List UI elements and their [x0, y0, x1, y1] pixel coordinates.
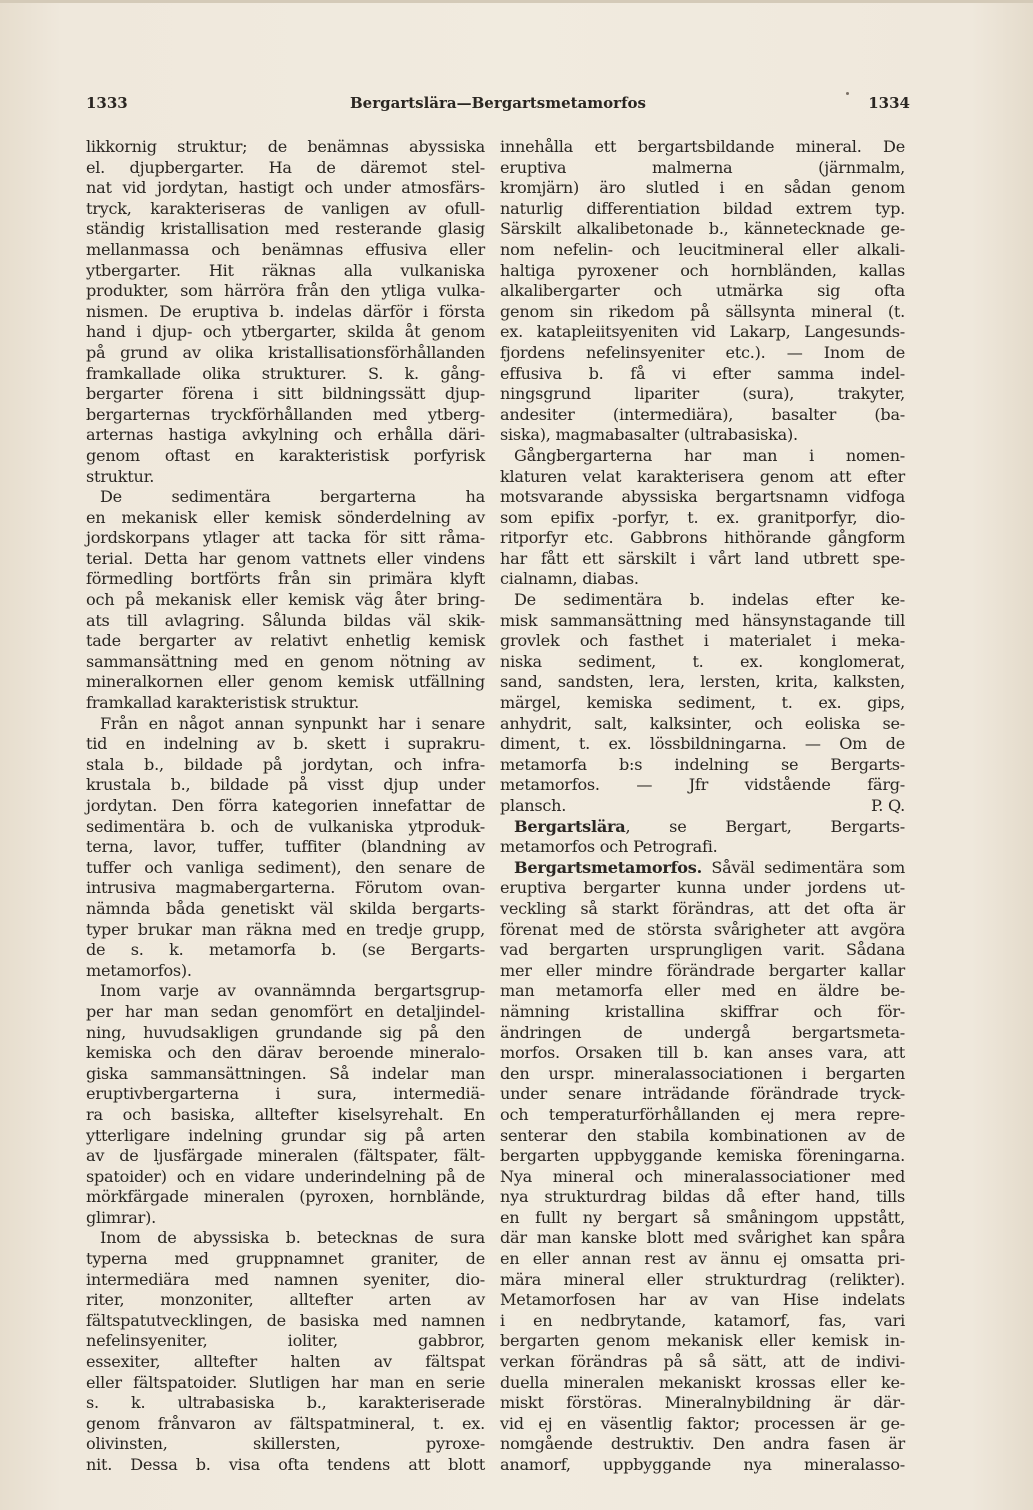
text-line: genom oftast en karakteristisk porfyrisk [86, 445, 485, 465]
text-line: terial. Detta har genom vattnets eller vindens [86, 548, 485, 568]
text-line: mineralkornen eller genom kemisk utfällning [86, 672, 485, 692]
text-line: den urspr. mineralassociationen i bergarten [500, 1063, 905, 1083]
left-column [86, 137, 485, 1476]
text-line: bergarten uppbyggande kemiska föreningarna. [500, 1146, 905, 1166]
text-line: struktur. [86, 466, 155, 486]
text-line: naturlig differentiation bildad extrem typ. [500, 198, 905, 218]
text-line: metamorfos). [86, 960, 192, 980]
text-line: vid ej en väsentlig faktor; processen är ge- [500, 1413, 905, 1433]
text-line: anamorf, uppbyggande nya mineralasso- [500, 1455, 905, 1474]
text-line: där man kanske blott med svårighet kan spåra [500, 1228, 905, 1248]
text-line: Metamorfosen har av van Hise indelats [500, 1290, 905, 1310]
text-line: ning, huvudsakligen grundande sig på den [86, 1022, 485, 1042]
text-line: tuffer och vanliga sediment), den senare de [86, 857, 485, 877]
text-line: sand, sandsten, lera, lersten, krita, kalksten, [500, 672, 905, 692]
text-line: mörkfärgade mineralen (pyroxen, hornblände, [86, 1187, 485, 1207]
running-title: Bergartslära—Bergartsmetamorfos [349, 94, 646, 112]
text-line: ytbergarter. Hit räknas alla vulkaniska [86, 260, 485, 280]
text-line: nat vid jordytan, hastigt och under atmosfärs- [86, 178, 485, 198]
text-line: siska), magmabasalter (ultrabasiska). [500, 425, 798, 445]
text-line: ra och basiska, alltefter kiselsyrehalt. En [86, 1104, 485, 1124]
text-line: spatoider) och en vidare underindelning på de [86, 1166, 485, 1186]
text-line: sammansättning med en genom nötning av [86, 651, 485, 671]
author-signature: P. Q. [870, 796, 905, 815]
text-line: per har man sedan genomfört en detaljindel- [86, 1001, 485, 1021]
text-line: bergarternas tryckförhållanden med ytberg- [86, 404, 485, 424]
text-line: niska sediment, t. ex. konglomerat, [500, 651, 905, 671]
text-line: intrusiva magmabergarterna. Förutom ovan- [86, 878, 485, 898]
text-line: mellanmassa och benämnas effusiva eller [86, 239, 485, 259]
text-line: mära mineral eller strukturdrag (relikter). [500, 1269, 905, 1289]
text-line: Inom varje av ovannämnda bergartsgrup- [100, 981, 485, 1001]
text-line: tid en indelning av b. skett i suprakru- [86, 734, 485, 754]
text-line: el. djupbergarter. Ha de däremot stel- [86, 157, 485, 177]
text-line: produkter, som härröra från den ytliga vulka- [86, 281, 485, 301]
text-line: duella mineralen mekaniskt krossas eller ke- [500, 1372, 905, 1392]
text-line: eruptivbergarterna i sura, intermediä- [86, 1084, 485, 1104]
text-line: arternas hastiga avkylning och erhålla däri- [86, 425, 485, 445]
text-line: Från en något annan synpunkt har i senare [100, 713, 485, 733]
text-line: eruptiva bergarter kunna under jordens ut- [500, 878, 905, 898]
right-column [500, 137, 905, 1476]
text-line: har fått ett särskilt i vårt land utbrett spe- [500, 548, 905, 568]
text-line: framkallade olika strukturer. S. k. gång- [86, 363, 485, 383]
text-line: essexiter, alltefter halten av fältspat [86, 1352, 485, 1372]
text-line: motsvarande abyssiska bergartsnamn vidfoga [500, 487, 905, 507]
text-line: mer eller mindre förändrade bergarter kallar [500, 960, 905, 980]
entry-headword: Bergartslära [514, 816, 626, 836]
page-number-left: 1333 [86, 94, 128, 112]
running-header [86, 94, 910, 118]
text-line: av de ljusfärgade mineralen (fältspater, fält- [86, 1146, 485, 1166]
text-line: en mekanisk eller kemisk sönderdelning av [86, 507, 485, 527]
text-line: ats till avlagring. Sålunda bildas väl skik- [86, 610, 485, 630]
text-line: De sedimentära bergarterna ha [100, 487, 485, 507]
text-line: cialnamn, diabas. [500, 569, 639, 589]
text-line: nämnda båda genetiskt väl skilda bergarts- [86, 898, 485, 918]
page-number-right: 1334 [868, 94, 910, 112]
text-line: genom frånvaron av fältspatmineral, t. ex. [86, 1413, 485, 1433]
text-line: grovlek och fasthet i materialet i meka- [500, 631, 905, 651]
text-line: ständig kristallisation med resterande glasig [86, 219, 485, 239]
text-line: riter, monzoniter, alltefter arten av [86, 1290, 485, 1310]
text-line: giska sammansättningen. Så indelar man [86, 1063, 485, 1083]
text-line: stala b., bildade på jordytan, och infra- [86, 754, 485, 774]
text-line: bergarten genom mekanisk eller kemisk in- [500, 1331, 905, 1351]
text-line: hand i djup- och ytbergarter, skilda åt genom [86, 322, 485, 342]
text-line: misk sammansättning med hänsynstagande till [500, 610, 905, 630]
text-line: nämning kristallina skiffrar och för- [500, 1001, 905, 1021]
text-line: senterar den stabila kombinationen av de [500, 1125, 905, 1145]
text-line: miskt förstöras. Mineralnybildning är där- [500, 1393, 905, 1413]
text-line: eruptiva malmerna (järnmalm, [500, 157, 905, 177]
text-line: Särskilt alkalibetonade b., kännetecknade ge- [500, 219, 905, 239]
text-line: som epifix -porfyr, t. ex. granitporfyr, dio- [500, 507, 905, 527]
text-line: olivinsten, skillersten, pyroxe- [86, 1434, 485, 1454]
text-line: och temperaturförhållanden ej mera repre- [500, 1104, 905, 1124]
text-line: fjordens nefelinsyeniter etc.). — Inom de [500, 342, 905, 362]
text-line: andesiter (intermediära), basalter (ba- [500, 404, 905, 424]
text-line: jordskorpans ytlager att tacka för sitt råma- [86, 528, 485, 548]
text-line: nit. Dessa b. visa ofta tendens att blott [86, 1455, 485, 1474]
scan-edge [0, 0, 1033, 3]
print-speck [846, 92, 849, 95]
text-line: De sedimentära b. indelas efter ke- [514, 590, 905, 610]
text-line: ritporfyr etc. Gabbrons hithörande gångform [500, 528, 905, 548]
text-line: metamorfa b:s indelning se Bergarts- [500, 754, 905, 774]
text-line: ytterligare indelning grundar sig på arten [86, 1125, 485, 1145]
text-line: eller fältspatoider. Slutligen har man en serie [86, 1372, 485, 1392]
text-line: kemiska och den därav beroende mineralo- [86, 1043, 485, 1063]
text-line: bergarter förena i sitt bildningssätt djup- [86, 384, 485, 404]
text-line: morfos. Orsaken till b. kan anses vara, att [500, 1043, 905, 1063]
text-line: effusiva b. få vi efter samma indel- [500, 363, 905, 383]
text-line: diment, t. ex. lössbildningarna. — Om de [500, 734, 905, 754]
text-line: nismen. De eruptiva b. indelas därför i första [86, 301, 485, 321]
text-line: Inom de abyssiska b. betecknas de sura [100, 1228, 485, 1248]
text-line: en eller annan rest av ännu ej omsatta pri- [500, 1249, 905, 1269]
text-line: nom nefelin- och leucitmineral eller alkali- [500, 239, 905, 259]
text-line: Nya mineral och mineralassociationer med [500, 1166, 905, 1186]
text-line: likkornig struktur; de benämnas abyssiska [86, 137, 485, 156]
text-line: Bergartslära, se Bergart, Bergarts- [514, 816, 905, 836]
text-line: glimrar). [86, 1207, 156, 1227]
text-line: nomgående destruktiv. Den andra fasen är [500, 1434, 905, 1454]
text-fragment: plansch. [500, 796, 567, 815]
text-line: förmedling bortförts från sin primära klyft [86, 569, 485, 589]
text-line: s. k. ultrabasiska b., karakteriserade [86, 1393, 485, 1413]
text-line: alkalibergarter och utmärka sig ofta [500, 281, 905, 301]
text-line: typer brukar man räkna med en tredje grupp, [86, 919, 485, 939]
text-line: på grund av olika kristallisationsförhållanden [86, 342, 485, 362]
text-line: Bergartsmetamorfos. Såväl sedimentära som [514, 857, 905, 877]
text-line: nya strukturdrag bildas då efter hand, tills [500, 1187, 905, 1207]
text-line: nefelinsyeniter, ioliter, gabbror, [86, 1331, 485, 1351]
text-line: ändringen de undergå bergartsmeta- [500, 1022, 905, 1042]
text-line: jordytan. Den förra kategorien innefattar de [86, 796, 485, 815]
text-line: fältspatutvecklingen, de basiska med namnen [86, 1310, 485, 1330]
text-line: man metamorfa eller med en äldre be- [500, 981, 905, 1001]
text-line: typerna med gruppnamnet graniter, de [86, 1249, 485, 1269]
entry-headword: Bergartsmetamorfos. [514, 857, 702, 877]
text-line: veckling så starkt förändras, att det ofta är [500, 898, 905, 918]
text-line: metamorfos. — Jfr vidstående färg- [500, 775, 905, 795]
text-line: märgel, kemiska sediment, t. ex. gips, [500, 693, 905, 713]
text-line: krustala b., bildade på visst djup under [86, 775, 485, 795]
text-line: de s. k. metamorfa b. (se Bergarts- [86, 940, 485, 960]
text-line: under senare inträdande förändrade tryck- [500, 1084, 905, 1104]
text-line: verkan förändras på så sätt, att de indivi- [500, 1352, 905, 1372]
text-line: kromjärn) äro slutled i en sådan genom [500, 178, 905, 198]
text-line: vad bergarten ursprungligen varit. Sådana [500, 940, 905, 960]
text-line: tade bergarter av relativt enhetlig kemisk [86, 631, 485, 651]
text-line: framkallad karakteristisk struktur. [86, 693, 360, 713]
text-line: och på mekanisk eller kemisk väg åter bring- [86, 590, 485, 610]
text-line: innehålla ett bergartsbildande mineral. De [500, 137, 905, 156]
text-line: anhydrit, salt, kalksinter, och eoliska se- [500, 713, 905, 733]
text-line: klaturen velat karakterisera genom att efter [500, 466, 905, 486]
text-line: en fullt ny bergart så småningom uppstått, [500, 1207, 905, 1227]
text-line: intermediära med namnen syeniter, dio- [86, 1269, 485, 1289]
text-line: Gångbergarterna har man i nomen- [514, 445, 905, 465]
text-line: terna, lavor, tuffer, tuffiter (blandning av [86, 837, 485, 857]
text-line: ningsgrund lipariter (sura), trakyter, [500, 384, 905, 404]
text-line: tryck, karakteriseras de vanligen av ofull- [86, 198, 485, 218]
text-line: metamorfos och Petrografi. [500, 837, 718, 857]
text-line: i en nedbrytande, katamorf, fas, vari [500, 1310, 905, 1330]
text-line [500, 796, 905, 817]
text-line: haltiga pyroxener och hornbländen, kallas [500, 260, 905, 280]
text-line: förenat med de största svårigheter att avgöra [500, 919, 905, 939]
text-line: genom sin rikedom på sällsynta mineral (t. [500, 301, 905, 321]
text-line: ex. katapleiitsyeniten vid Lakarp, Langesunds- [500, 322, 905, 342]
text-line: sedimentära b. och de vulkaniska ytproduk- [86, 816, 485, 836]
